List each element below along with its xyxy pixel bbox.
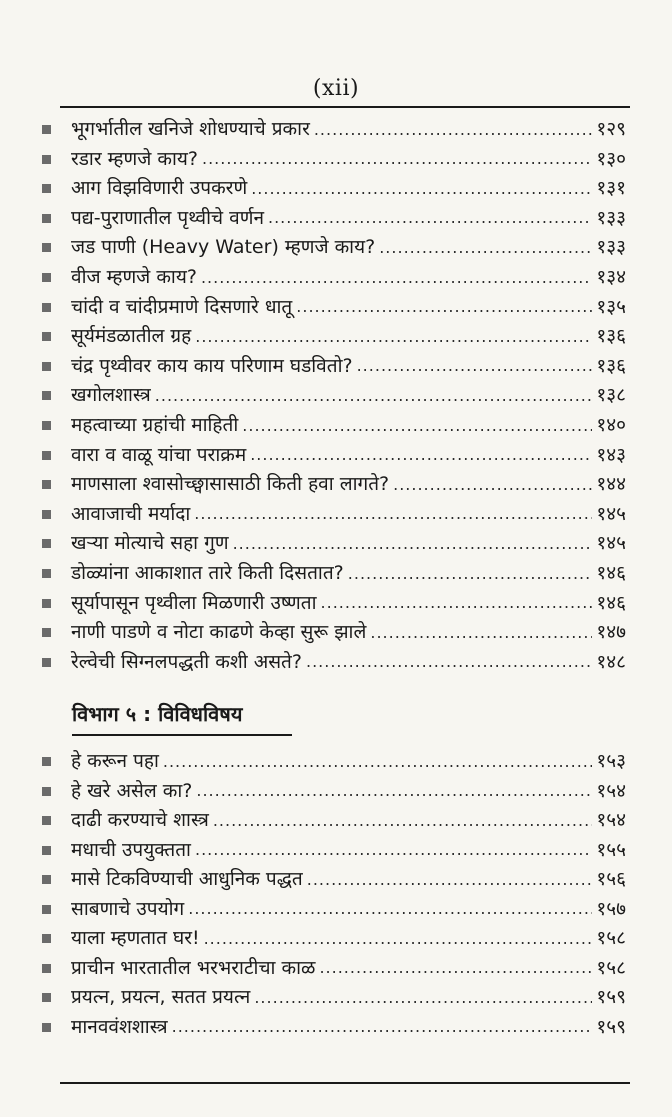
toc-entry [42,293,626,322]
dot-leader [314,120,593,140]
toc-entry-title: मानववंशशास्त्र [71,1015,168,1038]
section-heading: विभाग ५ : विविधविषय [72,700,292,736]
toc-entry [42,145,626,174]
square-bullet-icon [42,905,51,914]
toc-entry-title: महत्वाच्या ग्रहांची माहिती [71,414,239,436]
toc-entry-page: १३६ [596,325,626,348]
toc-entry [42,559,626,588]
dot-leader [163,752,592,772]
square-bullet-icon [42,391,51,400]
toc-entry-page: १५९ [596,986,626,1008]
dot-leader [254,988,592,1008]
toc-entry-page: १३१ [596,177,626,200]
toc-entry-title: हे करून पहा [71,750,159,772]
toc-entry-title: आग विझविणारी उपकरणे [71,177,248,200]
toc-entry-page: १५७ [596,897,626,920]
square-bullet-icon [42,934,51,943]
toc-entry-page: १५८ [596,927,626,949]
toc-entry-title: माणसाला श्वासोच्छ्वासासाठी किती हवा लागते? [71,473,390,496]
toc-entry [42,352,626,381]
toc-entry [42,204,626,233]
toc-entry [42,954,626,983]
toc-entry-page: १५५ [596,838,626,861]
dot-leader [296,297,592,317]
toc-entry [42,806,626,835]
square-bullet-icon [42,362,51,371]
square-bullet-icon [42,303,51,312]
toc-entry-title: चंद्र पृथ्वीवर काय काय परिणाम घडवितो? [71,354,353,377]
toc-entry-title: साबणाचे उपयोग [71,897,185,920]
dot-leader [348,564,593,584]
dot-leader [172,1017,593,1037]
toc-entry-title: सूर्यापासून पृथ्वीला मिळणारी उष्णता [71,591,317,614]
square-bullet-icon [42,569,51,578]
page-number: (xii) [312,76,360,101]
square-bullet-icon [42,816,51,825]
toc-entry-title: भूगर्भातील खनिजे शोधण्याचे प्रकार [71,118,310,140]
toc-entry [42,322,626,351]
toc-entry-title: रेल्वेची सिग्नलपद्धती कशी असते? [71,650,302,673]
dot-leader [213,811,593,831]
square-bullet-icon [42,155,51,164]
dot-leader [194,504,592,524]
toc-entry-page: १३४ [596,266,626,288]
bottom-rule [60,1082,630,1084]
dot-leader [307,870,593,890]
toc-entry-page: १३३ [596,236,626,259]
square-bullet-icon [42,214,51,223]
toc-entry-page: १५४ [596,809,626,831]
toc-entry-page: १३६ [596,354,626,377]
toc-entry-title: नाणी पाडणे व नोटा काढणे केव्हा सुरू झाले [71,621,367,644]
square-bullet-icon [42,243,51,252]
toc-entry-title: प्राचीन भारतातील भरभराटीचा काळ [71,956,316,979]
dot-leader [233,534,593,554]
toc-entry [42,895,626,924]
square-bullet-icon [42,184,51,193]
toc-entry [42,747,626,776]
toc-entry-title: रडार म्हणजे काय? [71,147,198,170]
toc-entry [42,500,626,529]
toc-entry-page: १४७ [596,621,626,644]
dot-leader [204,929,593,949]
dot-leader [250,445,592,465]
toc-entry-page: १४६ [596,562,626,584]
toc-entry [42,836,626,865]
toc-entry-title: आवाजाची मर्यादा [71,502,191,525]
toc-entry-page: १४५ [596,502,626,525]
dot-leader [195,327,592,347]
dot-leader [268,208,592,228]
dot-leader [251,179,592,199]
toc-entry-page: १३० [596,147,626,170]
dot-leader [357,356,593,376]
toc-entry-page: १५८ [596,956,626,979]
square-bullet-icon [42,480,51,489]
square-bullet-icon [42,964,51,973]
toc-entry [42,589,626,618]
toc-entry-title: मासे टिकविण्याची आधुनिक पद्धत [71,868,303,890]
dot-leader [370,623,592,643]
toc-entry [42,174,626,203]
dot-leader [202,149,592,169]
toc-entry [42,263,626,292]
square-bullet-icon [42,1023,51,1032]
dot-leader [195,840,592,860]
toc-entry-title: दाढी करण्याचे शास्त्र [71,809,209,831]
toc-entry-page: १४० [596,414,626,436]
toc-entry [42,983,626,1012]
toc-entry-title: पद्य-पुराणातील पृथ्वीचे वर्णन [71,206,264,229]
square-bullet-icon [42,846,51,855]
square-bullet-icon [42,539,51,548]
toc-entry-page: १४८ [596,650,626,673]
square-bullet-icon [42,658,51,667]
dot-leader [242,416,592,436]
toc-entry [42,777,626,806]
toc-entry-title: खगोलशास्त्र [71,384,151,407]
square-bullet-icon [42,993,51,1002]
toc-entry [42,618,626,647]
square-bullet-icon [42,628,51,637]
toc-entry [42,529,626,558]
toc-entry-title: प्रयत्न, प्रयत्न, सतत प्रयत्न [71,986,251,1008]
toc-entry-page: १३८ [596,384,626,407]
toc-entry [42,233,626,262]
dot-leader [155,386,593,406]
toc-entry-title: मधाची उपयुक्तता [71,838,191,861]
toc-entry [42,1013,626,1042]
square-bullet-icon [42,273,51,282]
square-bullet-icon [42,332,51,341]
toc-entry [42,441,626,470]
toc-entry-page: १२९ [596,118,626,140]
square-bullet-icon [42,787,51,796]
toc-entry-title: याला म्हणतात घर! [71,927,200,949]
toc-entry-title: जड पाणी (Heavy Water) म्हणजे काय? [71,236,376,259]
square-bullet-icon [42,599,51,608]
toc-entry-title: हे खरे असेल का? [71,779,193,802]
toc-entry-page: १४४ [596,473,626,496]
dot-leader [306,652,592,672]
square-bullet-icon [42,875,51,884]
toc-entry-title: वीज म्हणजे काय? [71,266,197,288]
dot-leader [188,899,592,919]
dot-leader [196,781,592,801]
toc-entry-page: १३३ [596,206,626,229]
square-bullet-icon [42,510,51,519]
toc-entry-title: डोळ्यांना आकाशात तारे किती दिसतात? [71,562,344,584]
toc-entry-title: वारा व वाळू यांचा पराक्रम [71,443,247,466]
toc-entry [42,381,626,410]
toc-entry [42,924,626,953]
top-rule [60,106,630,108]
dot-leader [321,593,593,613]
square-bullet-icon [42,125,51,134]
toc-entry [42,648,626,677]
dot-leader [201,268,592,288]
toc-entry-page: १४३ [596,443,626,466]
toc-entry-page: १५३ [596,750,626,772]
toc-entry-page: १५९ [596,1015,626,1038]
dot-leader [319,958,592,978]
square-bullet-icon [42,757,51,766]
toc-entry-page: १४५ [596,532,626,555]
toc-entry-page: १३५ [596,295,626,318]
dot-leader [379,238,592,258]
toc-entry-page: १५६ [596,868,626,890]
toc-entry-title: खऱ्या मोत्याचे सहा गुण [71,532,229,555]
toc-entry [42,865,626,894]
square-bullet-icon [42,451,51,460]
dot-leader [393,475,592,495]
toc-entry-title: सूर्यमंडळातील ग्रह [71,325,192,348]
toc-entry-page: १५४ [596,779,626,802]
toc-entry [42,115,626,144]
toc-entry-page: १४६ [596,591,626,614]
toc-entry-title: चांदी व चांदीप्रमाणे दिसणारे धातू [71,295,293,318]
toc-entry [42,470,626,499]
square-bullet-icon [42,421,51,430]
toc-entry [42,411,626,440]
